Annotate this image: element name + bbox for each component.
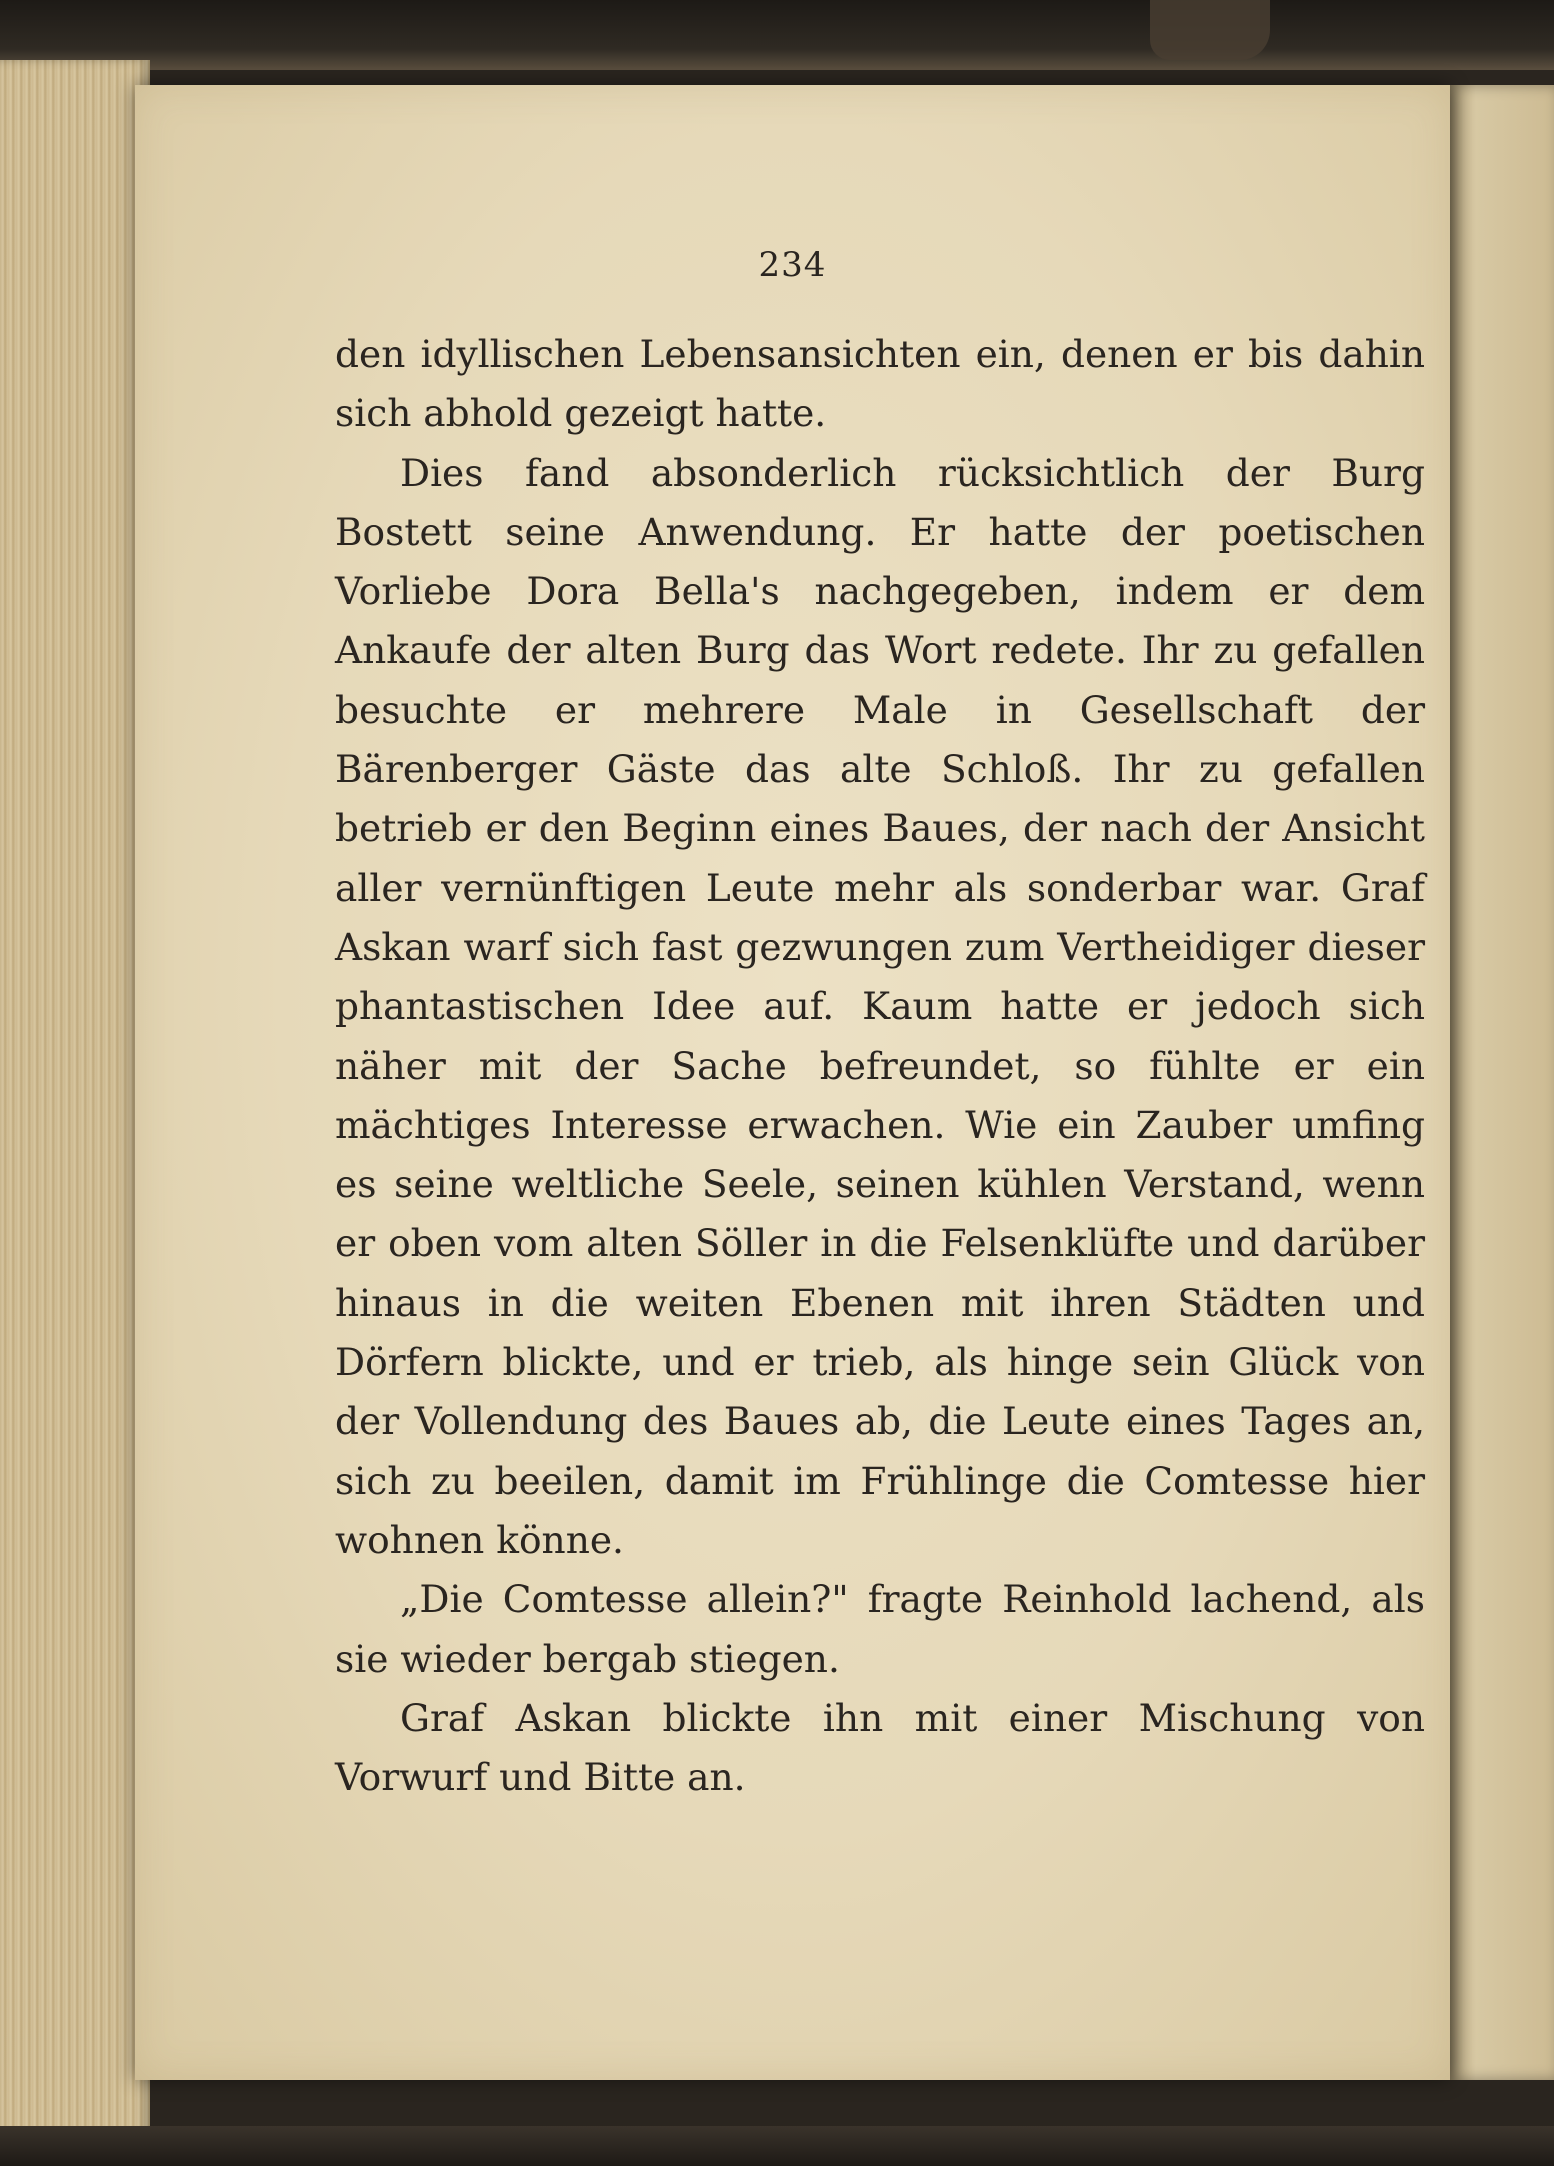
page-number: 234	[758, 245, 827, 285]
book-top-edge	[0, 0, 1554, 70]
book-bottom-edge	[0, 2126, 1554, 2166]
paragraph-4: Graf Askan blickte ihn mit einer Mischung von Vorwurf und Bitte an.	[335, 1695, 1425, 1800]
book-page	[135, 85, 1450, 2080]
page-text	[335, 325, 1425, 1807]
book-page-edges	[0, 60, 150, 2140]
paragraph-1: den idyllischen Lebensansichten ein, denen er bis dahin sich abhold gezeigt hatte.	[335, 332, 1425, 436]
binding-tear	[1150, 0, 1270, 60]
facing-page-edge	[1450, 85, 1554, 2080]
paragraph-3: „Die Comtesse allein?" fragte Reinhold lachend, als sie wieder bergab stiegen.	[335, 1577, 1425, 1681]
paragraph-2: Dies fand absonderlich rücksichtlich der Burg Bostett seine Anwendung. Er hatte der poetischen Vorliebe Dora Bella's nachgegeben, indem er dem Ankaufe der alten Burg das Wort redete. Ihr zu gefallen besuchte er mehrere Male in Gesellschaft der Bärenberger Gäste das alte Schloß. Ihr zu gefallen betrieb er den Beginn eines Baues, der nach der Ansicht aller vernünftigen Leute mehr als sonderbar war. Graf Askan warf sich fast gezwungen zum Vertheidiger dieser phantastischen Idee auf. Kaum hatte er jedoch sich näher mit der Sache befreundet, so fühlte er ein mächtiges Interesse erwachen. Wie ein Zauber umfing es seine weltliche Seele, seinen kühlen Verstand, wenn er oben vom alten Söller in die Felsenklüfte und darüber hinaus in die weiten Ebenen mit ihren Städten und Dörfern blickte, und er trieb, als hinge sein Glück von der Vollendung des Baues ab, die Leute eines Tages an, sich zu beeilen, damit im Frühlinge die Comtesse hier wohnen könne.	[335, 450, 1425, 1562]
